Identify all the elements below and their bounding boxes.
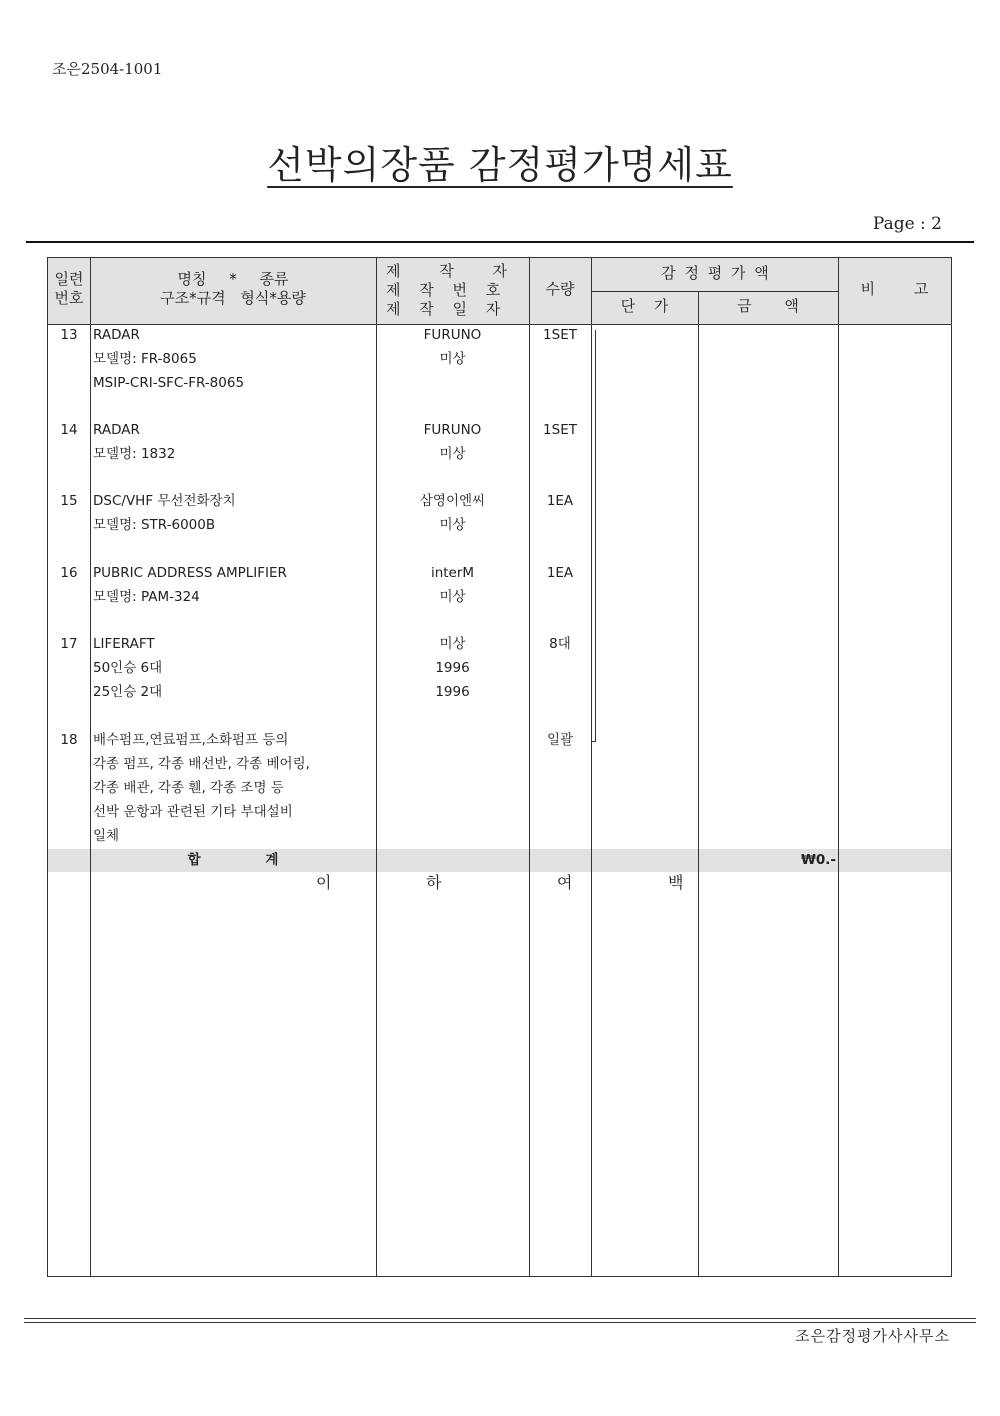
row-17-no: 17 [60, 636, 78, 652]
row-16-qty: 1EA [546, 565, 574, 581]
bottom-rule-1 [24, 1318, 976, 1319]
header-remarks: 비 고 [860, 280, 929, 298]
row-13-name [93, 323, 244, 395]
row-14-no: 14 [60, 422, 78, 438]
row-18-name [93, 728, 310, 848]
row-13-maker-line1: FURUNO [423, 327, 482, 343]
row-16-maker-line1: interM [430, 565, 475, 581]
row-13-qty: 1SET [543, 327, 577, 343]
header-unit-price: 단 가 [620, 297, 669, 315]
header-name-line2: 구조*규격 형식*용량 [160, 289, 306, 307]
office-name: 조은감정평가사사무소 [795, 1327, 950, 1345]
header-maker [386, 262, 519, 319]
header-name [90, 270, 376, 308]
row-17-maker-line3: 1996 [435, 684, 470, 700]
col-line-1 [90, 258, 91, 1276]
row-14-maker-line1: FURUNO [423, 422, 482, 438]
row-14-name-line1: RADAR [93, 422, 140, 438]
row-15-maker-line1: 삼영이엔씨 [419, 493, 486, 509]
row-14-qty: 1SET [543, 422, 577, 438]
row-15-maker [376, 489, 529, 537]
total-label: 합 계 [187, 852, 279, 868]
col-line-2 [376, 258, 377, 1276]
bracket-foot [591, 741, 596, 742]
below-total-char-3: 여 [557, 873, 573, 892]
row-17-maker-line1: 미상 [439, 636, 466, 652]
row-16-name [93, 561, 287, 609]
below-total-char-4: 백 [668, 873, 684, 892]
row-15-name-line1: DSC/VHF 무선전화장치 [93, 493, 236, 509]
row-16-maker-line2: 미상 [439, 589, 466, 605]
header-quantity: 수량 [545, 280, 575, 298]
document-title [0, 134, 1000, 189]
row-17-maker-line2: 1996 [435, 660, 470, 676]
below-total-char-2: 하 [426, 873, 442, 892]
header-maker-line1: 제 작 자 [386, 262, 508, 280]
total-amount: ₩0.- [800, 852, 836, 868]
row-18-name-line3: 각종 배관, 각종 휀, 각종 조명 등 [93, 780, 284, 796]
row-14-maker [376, 418, 529, 466]
header-maker-line2: 제 작 번 호 [386, 281, 501, 299]
col-line-4 [591, 258, 592, 1276]
appraisal-subdivider [591, 291, 839, 292]
row-13-name-line1: RADAR [93, 327, 140, 343]
header-maker-line3: 제 작 일 자 [386, 300, 501, 318]
header-name-line1: 명칭 * 종류 [177, 270, 289, 288]
row-15-qty: 1EA [546, 493, 574, 509]
row-15-no: 15 [60, 493, 78, 509]
page-indicator: Page : 2 [872, 214, 942, 234]
row-16-no: 16 [60, 565, 78, 581]
row-13-name-line2: 모델명: FR-8065 [93, 351, 197, 367]
row-13-no: 13 [60, 327, 78, 343]
header-serial-line2: 번호 [54, 289, 84, 307]
row-17-maker [376, 632, 529, 704]
row-14-maker-line2: 미상 [439, 446, 466, 462]
row-18-name-line2: 각종 펌프, 각종 배선반, 각종 베어링, [93, 756, 310, 772]
row-16-name-line2: 모델명: PAM-324 [93, 589, 200, 605]
row-18-name-line4: 선박 운항과 관련된 기타 부대설비 [93, 804, 293, 820]
row-14-name [93, 418, 175, 466]
row-14-name-line2: 모델명: 1832 [93, 446, 176, 462]
row-16-name-line1: PUBRIC ADDRESS AMPLIFIER [93, 565, 287, 581]
title-text: 선박의장품 감정평가명세표 [267, 143, 733, 187]
col-line-5 [698, 291, 699, 1276]
row-18-no: 18 [60, 732, 78, 748]
bracket-line [595, 330, 596, 742]
appraisal-table [47, 257, 952, 1277]
top-rule [26, 241, 974, 243]
row-17-qty: 8대 [549, 636, 571, 652]
bottom-rule-2 [24, 1322, 976, 1323]
row-15-name [93, 489, 236, 537]
header-amount: 금 액 [737, 297, 799, 315]
row-18-qty: 일괄 [546, 732, 574, 748]
row-15-name-line2: 모델명: STR-6000B [93, 517, 216, 533]
header-serial-line1: 일련 [54, 270, 84, 288]
row-17-name-line1: LIFERAFT [93, 636, 155, 652]
row-13-maker-line2: 미상 [439, 351, 466, 367]
header-serial [48, 270, 90, 308]
row-18-name-line5: 일체 [93, 828, 120, 844]
header-appraisal: 감 정 평 가 액 [661, 264, 769, 282]
row-17-name [93, 632, 162, 704]
row-18-name-line1: 배수펌프,연료펌프,소화펌프 등의 [93, 732, 289, 748]
row-17-name-line3: 25인승 2대 [93, 684, 163, 700]
row-17-name-line2: 50인승 6대 [93, 660, 163, 676]
row-13-name-line3: MSIP-CRI-SFC-FR-8065 [93, 375, 245, 391]
col-line-6 [838, 258, 839, 1276]
below-total-char-1: 이 [316, 873, 332, 892]
col-line-3 [529, 258, 530, 1276]
row-16-maker [376, 561, 529, 609]
document-number: 조은2504-1001 [52, 60, 163, 78]
row-13-maker [376, 323, 529, 371]
row-15-maker-line2: 미상 [439, 517, 466, 533]
